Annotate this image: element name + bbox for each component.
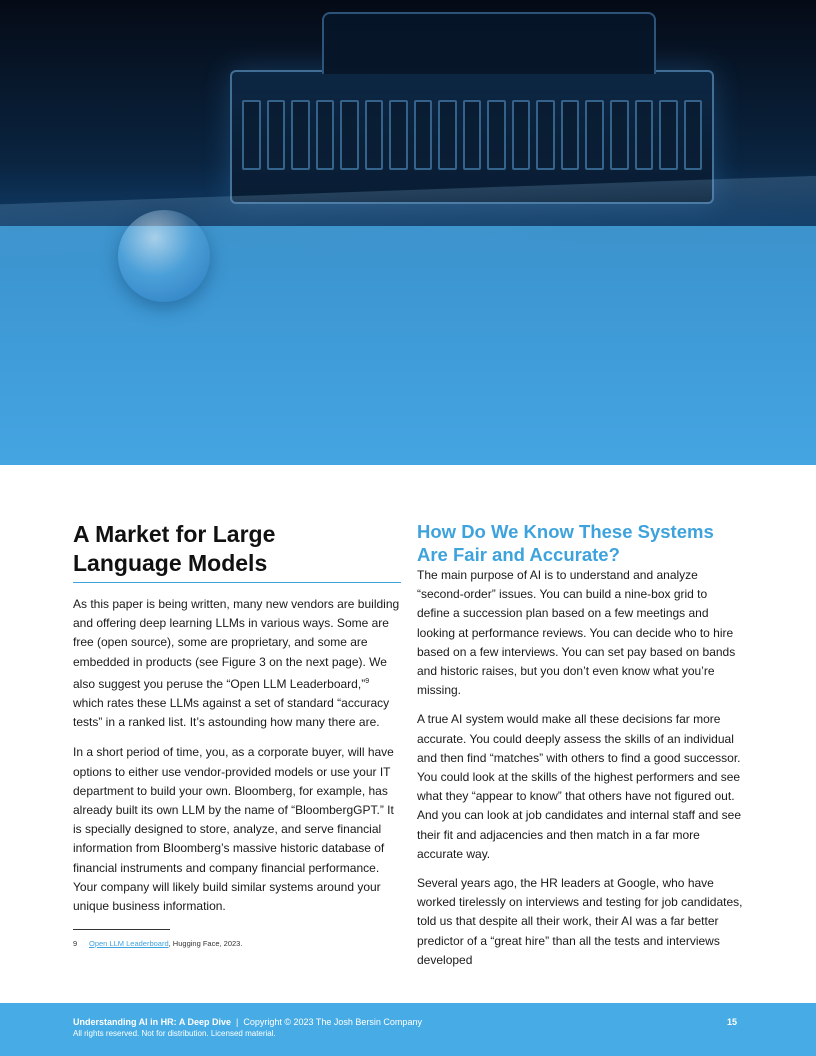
footnote-reference: 9 bbox=[365, 677, 370, 685]
hero-image bbox=[0, 0, 816, 465]
paragraph: The main purpose of AI is to understand and analyze “second-order” issues. You can build a nine-box grid to define a succession plan based on a few meetings and looking at performance reviews. You can decide who to hire based on a few interviews. You can set pay based on bands and historic raises, but you don’t even know what you’re missing. bbox=[417, 568, 736, 698]
paragraph: Several years ago, the HR leaders at Google, who have worked tirelessly on interviews and testing for job candidates, told us that despite all their work, their AI was a far better predictor of a “great hire” than all the tests and interviews developed bbox=[417, 876, 743, 967]
footnote bbox=[73, 939, 242, 948]
footnote-text: , Hugging Face, 2023. bbox=[168, 939, 243, 948]
hero-sphere-graphic bbox=[118, 210, 210, 302]
footnote-link[interactable]: Open LLM Leaderboard bbox=[89, 939, 169, 948]
footer-separator: | bbox=[236, 1017, 239, 1027]
footnote-rule bbox=[73, 929, 170, 930]
footer-line bbox=[73, 1017, 422, 1027]
section-heading-line2: Language Models bbox=[73, 550, 268, 576]
paragraph: In a short period of time, you, as a corporate buyer, will have options to either use vendor-provided models or use your IT department to build your own. Bloomberg, for example, has already built its own LLM by the name of “BloombergGPT.” It is specially designed to store, analyze, and serve financial information from Bloomberg’s massive historic database of financial instruments and company financial performance. Your company will likely build similar systems around your unique business information. bbox=[73, 745, 394, 914]
subsection-heading: How Do We Know These Systems Are Fair and Accurate? bbox=[417, 521, 714, 565]
paragraph: As this paper is being written, many new vendors are building and offering deep learning LLMs in various ways. Some are free (open source), some are proprietary, and some are embedded in products (see Figure 3 on the next page). We also suggest you peruse the “Open LLM Leaderboard,”$^9$ which rates these LLMs against a set of standard “accuracy tests” in a ranked list. It’s astounding how many there are. bbox=[73, 597, 400, 730]
page-number: 15 bbox=[726, 1017, 737, 1027]
footer-copyright: Copyright © 2023 The Josh Bersin Company bbox=[243, 1017, 422, 1027]
heading-rule bbox=[73, 582, 401, 583]
paragraph: A true AI system would make all these decisions far more accurate. You could deeply assess the skills of an individual and then find “matches” with others to find a good successor. You could look at the skills of the highest performers and see what they “appear to know” that others have not figured out. And you can look at job candidates and internal staff and see their fit and adjacencies and then match in a far more accurate way. bbox=[417, 712, 742, 861]
left-column bbox=[73, 520, 403, 927]
right-column bbox=[417, 520, 743, 980]
footer-title: Understanding AI in HR: A Deep Dive bbox=[73, 1017, 232, 1027]
page-footer bbox=[0, 1003, 816, 1056]
footnote-number: 9 bbox=[73, 939, 78, 948]
section-heading bbox=[73, 520, 403, 578]
footer-rights: All rights reserved. Not for distribution. Licensed material. bbox=[73, 1029, 276, 1038]
section-heading-line1: A Market for Large bbox=[73, 521, 276, 547]
